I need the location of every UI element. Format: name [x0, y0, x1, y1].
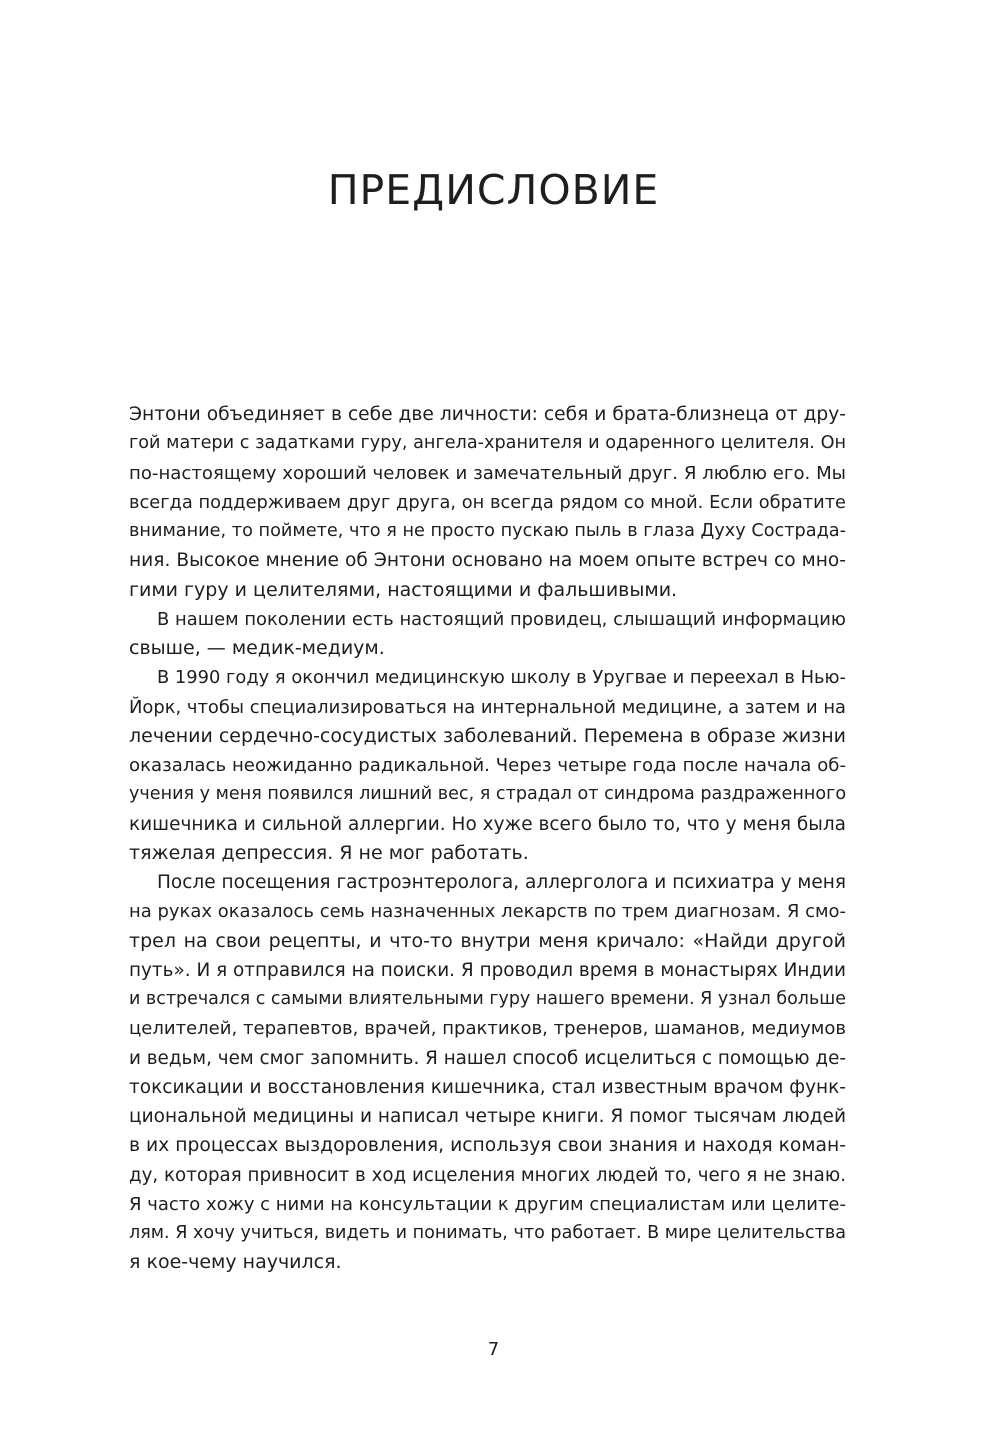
text-line: тяжелая депрессия. Я не мог работать.: [129, 841, 529, 864]
text-line: В 1990 году я окончил медицинскую школу в Уругвае и переехал в Нью-: [157, 667, 846, 689]
chapter-heading: ПРЕДИСЛОВИЕ: [327, 166, 660, 214]
text-line: гой матери с задатками гуру, ангела-хранителя и одаренного целителя. Он: [129, 433, 846, 454]
paragraph: [129, 605, 846, 664]
text-line: ния. Высокое мнение об Энтони основано на моем опыте встреч со мно-: [129, 550, 846, 572]
text-line: всегда поддерживаем друг друга, он всегда рядом со мной. Если обратите: [129, 491, 846, 513]
text-line: на руках оказалось семь назначенных лекарств по трем диагнозам. Я смо-: [129, 901, 846, 923]
text-line: внимание, то поймете, что я не просто пускаю пыль в глаза Духу Сострада-: [129, 521, 846, 541]
text-line: После посещения гастроэнтеролога, аллерголога и психиатра у меня: [157, 872, 846, 893]
text-line: кишечника и сильной аллергии. Но хуже всего было то, что у меня была: [129, 813, 846, 835]
text-line: в их процессах выздоровления, используя свои знания и находя коман-: [129, 1135, 846, 1157]
text-line: токсикации и восстановления кишечника, стал известным врачом функ-: [129, 1076, 846, 1098]
text-line: циональной медицины и написал четыре книги. Я помог тысячам людей: [129, 1106, 846, 1127]
text-line: Я часто хожу с ними на консультации к другим специалистам или целите-: [129, 1193, 846, 1215]
text-line: свыше, — медик-медиум.: [129, 637, 385, 659]
text-line: по-настоящему хороший человек и замечательный друг. Я люблю его. Мы: [129, 462, 846, 484]
paragraph: [129, 663, 846, 868]
text-line: и ведьм, чем смог запомнить. Я нашел способ исцелиться с помощью де-: [129, 1047, 846, 1069]
paragraph: [129, 868, 846, 1278]
text-line: Энтони объединяет в себе две личности: себя и брата-близнеца от дру-: [129, 404, 846, 425]
body-text: [129, 400, 846, 1278]
text-line: и встречался с самыми влиятельными гуру нашего времени. Я узнал больше: [129, 989, 846, 1009]
text-line: лечении сердечно-сосудистых заболеваний. Перемена в образе жизни: [129, 724, 846, 747]
text-line: В нашем поколении есть настоящий провидец, слышащий информацию: [157, 608, 846, 630]
text-line: оказалась неожиданно радикальной. Через четыре года после начала об-: [129, 755, 846, 776]
text-line: путь». И я отправился на поиски. Я проводил время в монастырях Индии: [129, 959, 846, 981]
paragraph: [129, 400, 846, 605]
text-line: лям. Я хочу учиться, видеть и понимать, что работает. В мире целительства: [129, 1223, 846, 1243]
text-line: трел на свои рецепты, и что-то внутри меня кричало: «Найди другой: [129, 929, 846, 952]
text-line: гими гуру и целителями, настоящими и фальшивыми.: [129, 578, 678, 601]
text-line: учения у меня появился лишний вес, я страдал от синдрома раздраженного: [129, 784, 847, 805]
text-line: Йорк, чтобы специализироваться на интернальной медицине, а затем и на: [129, 696, 846, 718]
page-number: 7: [487, 1339, 500, 1360]
text-line: целителей, терапевтов, врачей, практиков, тренеров, шаманов, медиумов: [129, 1018, 846, 1040]
text-line: я кое-чему научился.: [129, 1251, 342, 1274]
text-line: ду, которая привносит в ход исцеления многих людей то, чего я не знаю.: [129, 1164, 846, 1186]
